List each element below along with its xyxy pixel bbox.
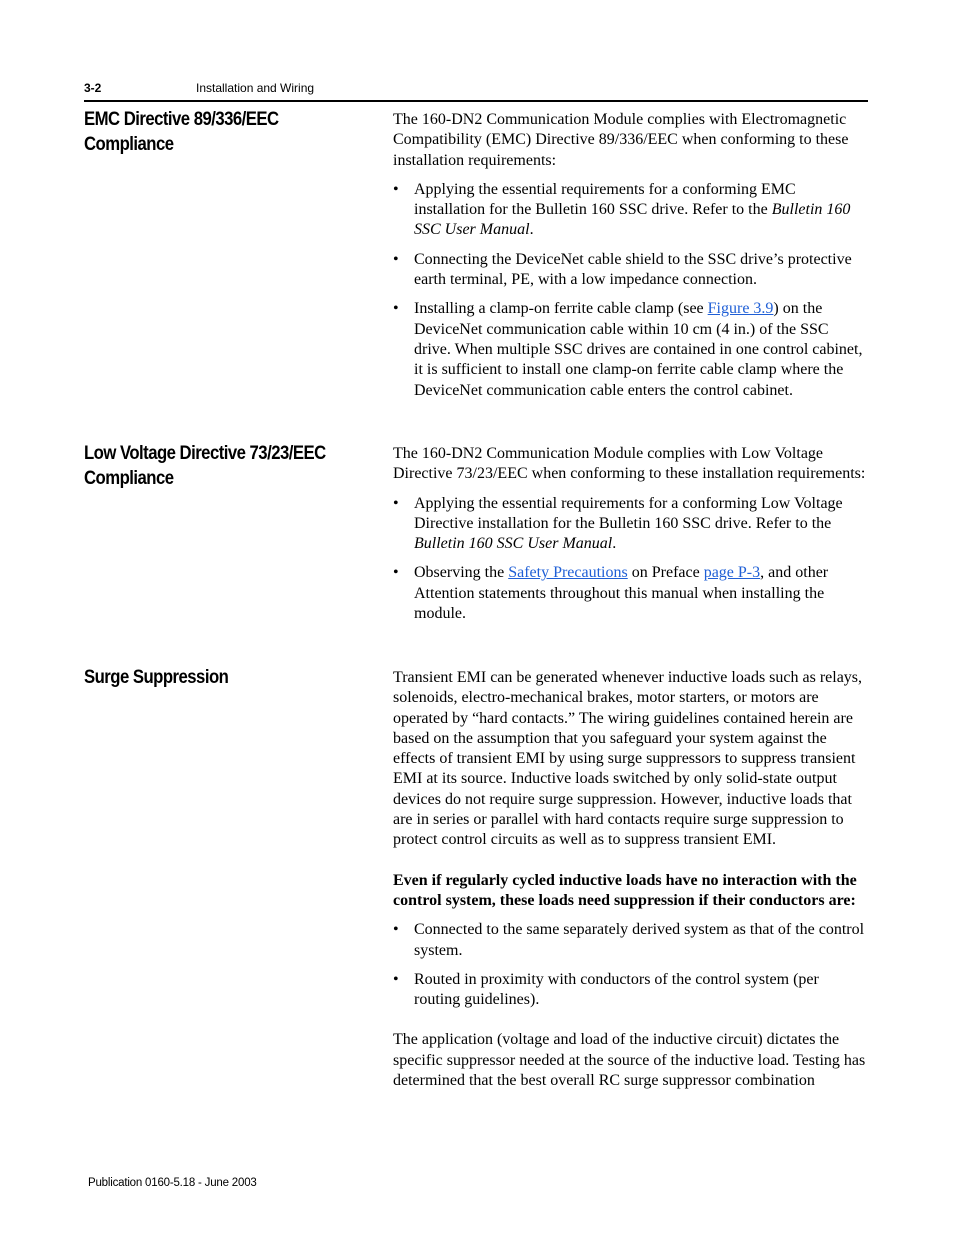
surge-suppression-body	[393, 668, 868, 1091]
surge-paragraph-1: Transient EMI can be generated whenever inductive loads such as relays, solenoids, electro-mechanical brakes, motor starters, or motors are operated by “hard contacts.” The wiring guidelines contained herein are based on the assumption that you safeguard your system against the effects of transient EMI by using surge suppressors to suppress transient EMI at its source. Inductive loads switched by only solid-state output devices do not require surge suppression. However, inductive loads that are in series or parallel with hard contacts require surge suppression to protect control circuits as well as to suppress transient EMI.	[393, 669, 863, 849]
low-voltage-directive-heading: Low Voltage Directive 73/23/EEC Compliance	[84, 443, 326, 489]
page-p-3-link[interactable]: page P-3	[703, 564, 761, 582]
bullet-dot: •	[393, 494, 399, 512]
bullet-dot: •	[393, 300, 399, 318]
bullet-dot: •	[393, 921, 399, 939]
page-number: 3-2	[84, 81, 102, 95]
bullet-dot: •	[393, 250, 399, 268]
emc-bullet-1: • Applying the essential requirements for a conforming EMC installation for the Bulletin 160 SSC drive. Refer to the Bulletin 160 SSC User Manual.	[393, 180, 851, 239]
safety-precautions-link[interactable]: Safety Precautions	[508, 564, 628, 582]
figure-3-9-link[interactable]: Figure 3.9	[707, 300, 774, 318]
low-voltage-intro: The 160-DN2 Communication Module complies with Low Voltage Directive 73/23/EEC when conforming to these installation requirements:	[393, 445, 866, 483]
surge-bullet-1: • Connected to the same separately derived system as that of the control system.	[393, 921, 865, 959]
bullet-dot: •	[393, 970, 399, 988]
page-header	[84, 80, 868, 102]
surge-bullet-2: • Routed in proximity with conductors of the control system (per routing guidelines).	[393, 970, 819, 1009]
surge-paragraph-2: The application (voltage and load of the inductive circuit) dictates the specific suppressor needed at the source of the inductive load. Testing has determined that the best overall RC surge suppressor combination	[393, 1031, 866, 1090]
user-manual-reference: Bulletin 160 SSC User Manual	[414, 535, 613, 553]
surge-suppression-heading: Surge Suppression	[84, 667, 229, 688]
emc-bullet-3: • Installing a clamp-on ferrite cable clamp (see Figure 3.9) on the DeviceNet communication cable within 10 cm (4 in.) of the SSC drive. When multiple SSC drives are contained in one control cabinet, it is sufficient to install one clamp-on ferrite cable clamp where the DeviceNet communication cable enters the control cabinet.	[393, 300, 863, 399]
publication-footer: Publication 0160-5.18 - June 2003	[88, 1177, 257, 1189]
chapter-title: Installation and Wiring	[196, 81, 315, 95]
emc-directive-heading: EMC Directive 89/336/EEC Compliance	[84, 109, 279, 155]
surge-bold-paragraph: Even if regularly cycled inductive loads have no interaction with the control system, these loads need suppression if their conductors are:	[393, 871, 857, 909]
low-voltage-bullet-2: • Observing the Safety Precautions on Preface page P-3, and other Attention statements throughout this manual when installing the module.	[393, 564, 829, 623]
low-voltage-bullet-1: • Applying the essential requirements for a conforming Low Voltage Directive installation for the Bulletin 160 SSC drive. Refer to the Bulletin 160 SSC User Manual.	[393, 494, 843, 553]
low-voltage-directive-body	[393, 444, 868, 624]
bullet-dot: •	[393, 180, 399, 198]
bullet-dot: •	[393, 564, 399, 582]
emc-directive-body	[393, 110, 868, 401]
emc-bullet-2: • Connecting the DeviceNet cable shield to the SSC drive’s protective earth terminal, PE, with a low impedance connection.	[393, 250, 852, 289]
emc-intro: The 160-DN2 Communication Module complies with Electromagnetic Compatibility (EMC) Directive 89/336/EEC when conforming to these installation requirements:	[393, 111, 849, 169]
user-manual-reference: Bulletin 160 SSC User Manual	[414, 201, 851, 239]
